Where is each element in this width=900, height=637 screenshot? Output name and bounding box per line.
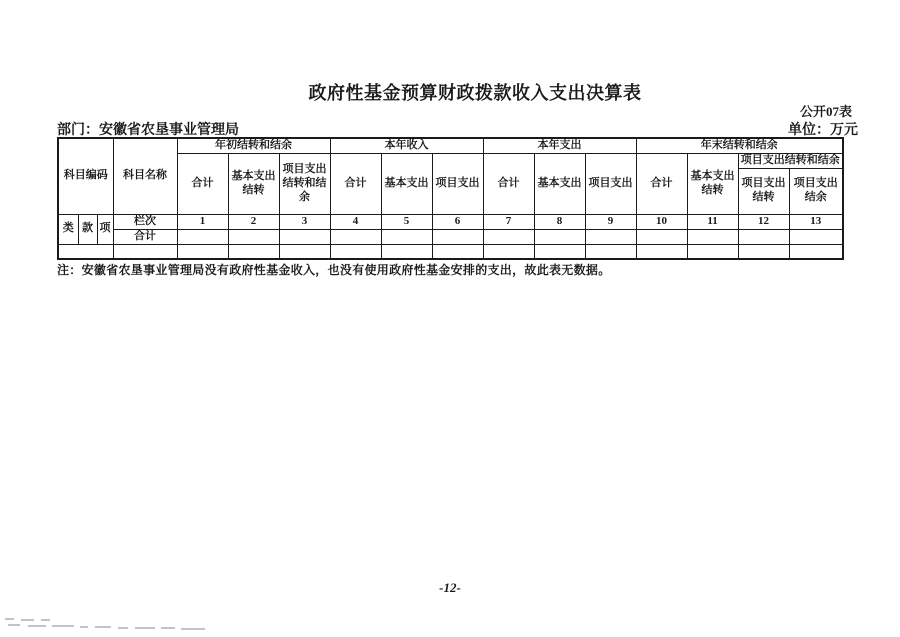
col-num-7: 7 — [483, 214, 534, 229]
total-row-label: 合计 — [113, 229, 177, 244]
header-begin-total: 合计 — [177, 153, 228, 214]
empty-cell — [534, 244, 585, 259]
header-begin-project-carryover: 项目支出结转和结余 — [279, 153, 330, 214]
header-subject-code: 科目编码 — [58, 138, 113, 214]
department-label: 部门：安徽省农垦事业管理局 — [57, 123, 239, 138]
col-num-5: 5 — [381, 214, 432, 229]
header-income-total: 合计 — [330, 153, 381, 214]
empty-cell — [636, 244, 687, 259]
code-part-item: 项 — [97, 214, 113, 244]
page-number: -12- — [439, 580, 461, 595]
empty-cell — [687, 244, 738, 259]
empty-cell — [228, 244, 279, 259]
col-num-3: 3 — [279, 214, 330, 229]
col-num-11: 11 — [687, 214, 738, 229]
empty-cell — [738, 229, 789, 244]
col-num-4: 4 — [330, 214, 381, 229]
scan-artifact-dash — [52, 625, 74, 627]
empty-cell — [279, 229, 330, 244]
empty-cell — [381, 229, 432, 244]
header-subject-name: 科目名称 — [113, 138, 177, 214]
col-num-9: 9 — [585, 214, 636, 229]
empty-cell — [177, 229, 228, 244]
empty-data-row — [58, 244, 843, 259]
code-part-class: 类 — [58, 214, 78, 244]
header-end-total: 合计 — [636, 153, 687, 214]
empty-cell — [738, 244, 789, 259]
header-income-basic: 基本支出 — [381, 153, 432, 214]
scan-artifact-dash — [28, 625, 46, 627]
empty-cell — [534, 229, 585, 244]
col-num-8: 8 — [534, 214, 585, 229]
scan-artifact-dash — [95, 626, 111, 628]
header-expense-total: 合计 — [483, 153, 534, 214]
scan-artifact-dash — [181, 628, 205, 630]
meta-row — [57, 119, 858, 139]
page-title: 政府性基金预算财政拨款收入支出决算表 — [308, 83, 642, 103]
budget-table — [57, 137, 844, 260]
header-group-begin-year: 年初结转和结余 — [177, 138, 330, 153]
col-num-13: 13 — [789, 214, 843, 229]
empty-cell — [228, 229, 279, 244]
col-num-2: 2 — [228, 214, 279, 229]
scan-artifact-dash — [5, 618, 14, 620]
header-row-groups — [58, 138, 843, 153]
header-group-current-expense: 本年支出 — [483, 138, 636, 153]
empty-cell — [483, 244, 534, 259]
header-group-current-income: 本年收入 — [330, 138, 483, 153]
empty-cell — [585, 229, 636, 244]
empty-cell — [279, 244, 330, 259]
empty-cell — [330, 244, 381, 259]
header-expense-project: 项目支出 — [585, 153, 636, 214]
header-end-project-balance: 项目支出结余 — [789, 168, 843, 214]
empty-cell — [585, 244, 636, 259]
footnote: 注：安徽省农垦事业管理局没有政府性基金收入，也没有使用政府性基金安排的支出，故此表无数据。 — [57, 263, 611, 277]
empty-cell — [432, 229, 483, 244]
empty-cell — [177, 244, 228, 259]
empty-cell — [483, 229, 534, 244]
header-end-project-subgroup: 项目支出结转和结余 — [738, 153, 843, 168]
total-row — [58, 229, 843, 244]
scan-artifact-dash — [161, 627, 175, 629]
empty-code-cell — [58, 244, 113, 259]
empty-cell — [113, 244, 177, 259]
empty-cell — [381, 244, 432, 259]
scan-artifact-dash — [135, 627, 155, 629]
empty-cell — [687, 229, 738, 244]
col-num-10: 10 — [636, 214, 687, 229]
header-expense-basic: 基本支出 — [534, 153, 585, 214]
header-end-project-carryover: 项目支出结转 — [738, 168, 789, 214]
column-index-row — [58, 214, 843, 229]
unit-label: 单位：万元 — [788, 123, 858, 138]
header-begin-basic-carryover: 基本支出结转 — [228, 153, 279, 214]
header-income-project: 项目支出 — [432, 153, 483, 214]
empty-cell — [789, 229, 843, 244]
empty-cell — [636, 229, 687, 244]
scan-artifact-dash — [80, 626, 88, 628]
scan-artifact-dash — [21, 619, 34, 621]
empty-cell — [432, 244, 483, 259]
header-end-basic-carryover: 基本支出结转 — [687, 153, 738, 214]
scan-artifact-dash — [41, 619, 50, 621]
table-code-label: 公开07表 — [799, 104, 852, 119]
header-group-end-year: 年末结转和结余 — [636, 138, 843, 153]
lanci-label: 栏次 — [113, 214, 177, 229]
col-num-1: 1 — [177, 214, 228, 229]
col-num-12: 12 — [738, 214, 789, 229]
scan-artifact-dash — [8, 624, 20, 626]
scan-artifact-dash — [118, 627, 128, 629]
col-num-6: 6 — [432, 214, 483, 229]
empty-cell — [330, 229, 381, 244]
code-part-section: 款 — [78, 214, 97, 244]
